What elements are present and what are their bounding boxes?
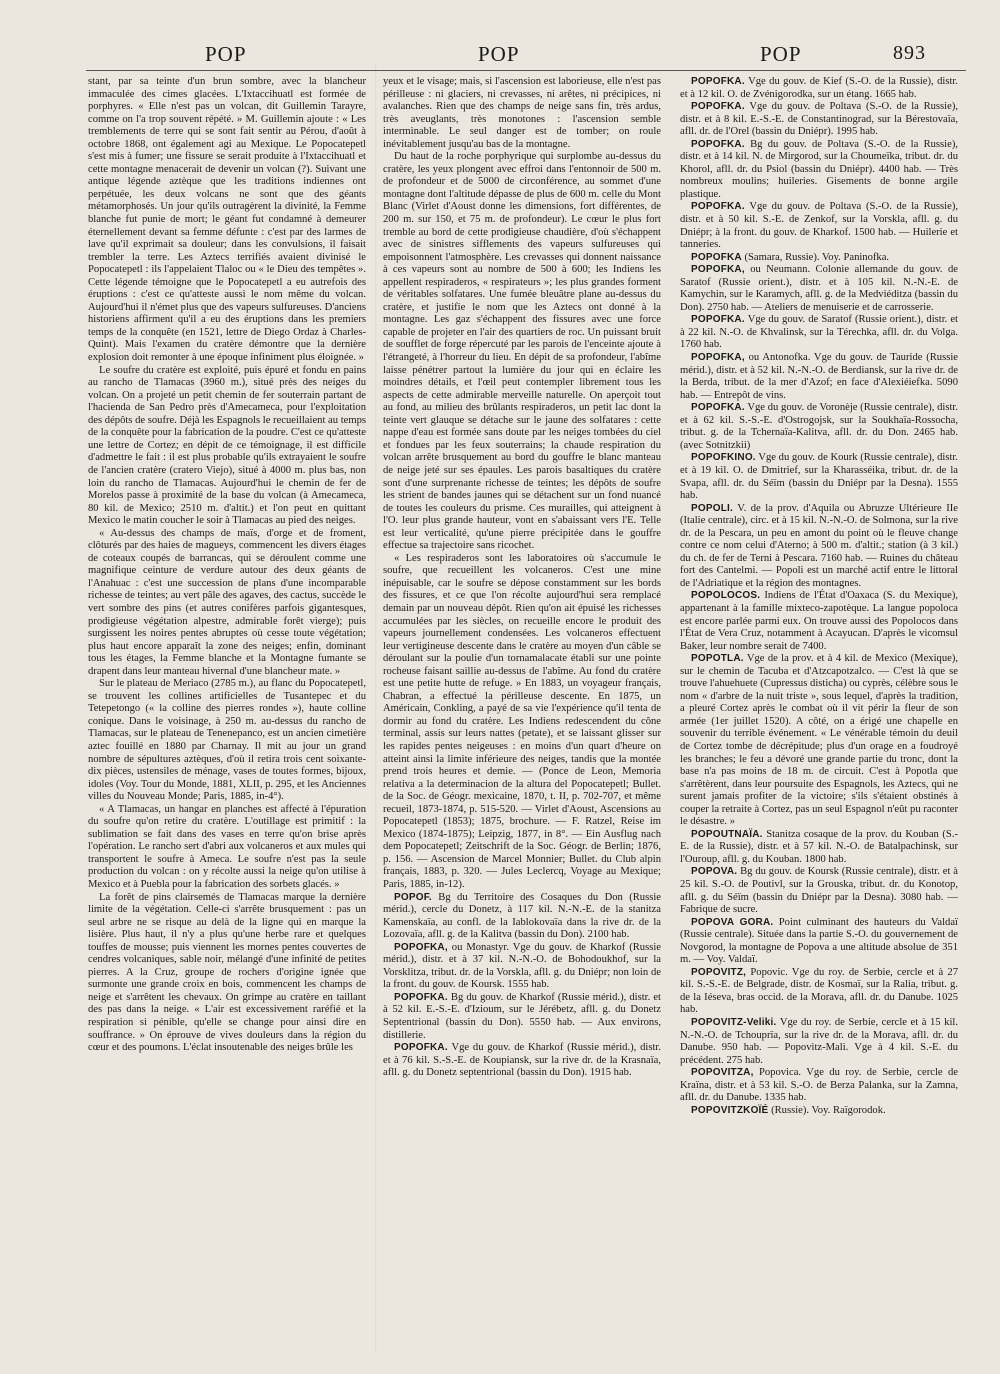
header-rule	[86, 70, 966, 71]
dictionary-entry	[680, 1017, 958, 1067]
dictionary-entry	[680, 314, 958, 352]
page-fold-shadow	[375, 64, 377, 1354]
entry-headword: POPOVITZ,	[691, 966, 747, 978]
dictionary-entry	[680, 866, 958, 916]
entry-text: Bg du gouv. de Kharkof (Russie mérid.), distr. et à 52 kil. E.-S.-E. d'Izioum, sur le Jérébetz, afll. g. du Donetz Septentrional (bassin du Don). 5550 hab. — Aux environs, distillerie.	[383, 991, 661, 1041]
dictionary-entry	[680, 452, 958, 502]
entry-text: Bg du gouv. de Poltava (S.-O. de la Russie), distr. et à 14 kil. N. de Mirgorod, sur la Choumeïka, tribut. dr. du Khorol, afll. dr. du Psiol (bassin du Dniépr). 4400 hab. — Très nombreux moulins; huileries. Gisements de bonne argile plastique.	[680, 138, 958, 200]
dictionary-entry	[680, 352, 958, 402]
entry-headword: POPOLI.	[691, 502, 733, 514]
entry-text: ou Neumann. Colonie allemande du gouv. de Saratof (Russie orient.), distr. et à 105 kil. N.-N.-E. de Kamychin, sur le Karamych, afll. g. de la Medviéditza (bassin du Don). 2750 hab. — Ateliers de menuiserie et de carrosserie.	[680, 264, 958, 313]
entry-text: Popovic. Vge du roy. de Serbie, cercle et à 27 kil. S.-S.-E. de Belgrade, distr. de Kosmaï, sur la Ralia, tribut. g. de la Iéseva, bras occid. de la Morava, afll. dr. du Danube. 1025 hab.	[680, 966, 958, 1016]
entry-headword: POPOLOCOS.	[691, 590, 761, 602]
entry-headword: POPOF.	[394, 891, 432, 903]
entry-text: Vge du gouv. de Kourk (Russie centrale), distr. et à 19 kil. O. de Dmitrief, sur la Kharasséika, tribut. dr. de la Svapa, afll. dr. du Séïm (bassin du Dniépr par la Desna). 1555 hab.	[680, 452, 958, 502]
entry-text: ou Monastyr. Vge du gouv. de Kharkof (Russie mérid.), distr. et à 37 kil. N.-N.-O. de Bohodoukhof, sur la Vorsklitza, tribut. dr. de la Vorskla, afll. g. du Dniépr; non loin de la front. du gouv. de Koursk. 1555 hab.	[383, 941, 661, 991]
entry-text: Popovica. Vge du roy. de Serbie, cercle de Kraïna, distr. et à 53 kil. S.-O. de Berza Palanka, sur la Zamna, afll. dr. du Danube. 1335 hab.	[680, 1067, 958, 1104]
entry-headword: POPOVA GORA.	[691, 916, 774, 928]
column-left	[88, 76, 366, 1055]
entry-headword: POPOFKA.	[691, 314, 745, 326]
entry-text: Vge du gouv. de Poltava (S.-O. de la Russie), distr. et à 50 kil. S.-E. de Zenkof, sur la Vorskla, afll. g. du Dniépr; à la front. du gouv. de Kharkof. 1500 hab. — Huilerie et tanneries.	[680, 201, 958, 251]
dictionary-entry	[680, 402, 958, 452]
entry-text: Stanitza cosaque de la prov. du Kouban (S.-E. de la Russie), distr. et à 57 kil. N.-O. de Batalpachinsk, sur l'Ouroup, afll. g. du Kouban. 1800 hab.	[680, 828, 958, 865]
entry-headword: POPOVITZ-Veliki.	[691, 1017, 777, 1029]
dictionary-entry	[383, 992, 661, 1042]
dictionary-entry	[680, 653, 958, 829]
dictionary-entry	[680, 1105, 958, 1118]
running-head-center: POP	[478, 42, 520, 66]
entry-text: (Samara, Russie). Voy. Paninofka.	[741, 251, 890, 263]
running-head-left: POP	[205, 42, 247, 66]
entry-text: Vge du gouv. de Kief (S.-O. de la Russie), distr. et à 12 kil. O. de Zvénigorodka, sur un étang. 1665 hab.	[680, 76, 958, 100]
entry-text: Bg du gouv. de Koursk (Russie centrale), distr. et à 25 kil. S.-O. de Poutivl, sur la Grouska, tribut. dr. du Konotop, afll. g. du Séïm (bassin du Dniépr par la Desna). 3080 hab. — Fabrique de sucre.	[680, 866, 958, 916]
paragraph: Le soufre du cratère est exploité, puis épuré et fondu en pains au rancho de Tlamacas (3960 m.), situé près des neiges du volcan. On a projeté un petit chemin de fer souterrain partant de l'hacienda de San Pedro près d'Amecameca, pour l'exploitation des dépôts de soufre. Déjà les Espagnols le recueillaient au temps de la conquête pour la fabrication de la poudre. C'est ce qu'atteste une lettre de Cortez; en dépit de ce témoignage, il est difficile d'admettre le fait : il est plus probable qu'ils extrayaient le soufre de l'ancien cratère (cratero Viejo), situé à 4000 m. plus bas, non loin du rancho de Tlamacas. Aujourd'hui le chemin de fer de Morelos passe à proximité de la base du volcan (à Amecameca, 80 kil. de Mexico; 2510 m. d'altit.) et l'on peut en quittant Mexico le matin coucher le soir à Tlamacas au pied des neiges.	[88, 364, 366, 527]
entry-headword: POPOFKA.	[394, 1042, 448, 1054]
entry-headword: POPOFKA.	[691, 138, 745, 150]
entry-headword: POPOFKA,	[691, 264, 745, 276]
entry-headword: POPOTLA.	[691, 653, 744, 665]
entry-headword: POPOFKA.	[691, 402, 745, 414]
paragraph: « Au-dessus des champs de maïs, d'orge et de froment, clôturés par des haies de magueys, commencent les divers étages de coteaux coupés de barrancas, qui se déroulent comme une magnifique ceinture de verdure autour des deux géants de l'Anahuac : c'est une succession de plans d'une incomparable richesse de teintes; au vert pâle des agaves, des cactus, succède le vert sombre des pins (et autres conifères parfois gigantesques, prodigieuse végétation alpestre, admirable forêt vierge); puis surgissent les noires pentes abruptes où cesse toute végétation; plus haut encore apparaît la zone des neiges; enfin, dominant tous les étages, la Femme blanche et la Montagne fumante se drapent dans leur manteau hivernal d'une blancheur mate. »	[88, 527, 366, 677]
paragraph: Sur le plateau de Meriaco (2785 m.), au flanc du Popocatepetl, se trouvent les collines artificielles de Tusantepec et du Tetepetongo (« la colline des pierres rondes »), haute colline conique. Dans le voisinage, à 250 m. au-dessus du rancho de Tlamacas, sur le plateau de Tenenepanco, est un ancien cimetière aztec fouillé en 1880 par Charnay. Il mit au jour un grand nombre de sépultures aztèques, d'où il retira trois cent soixante-dix pièces, ustensiles de ménage, vases de toutes formes, bijoux, idoles (Voy. Tour du Monde, 1881, XLII, p. 295, et les Anciennes villes du Nouveau Monde; Paris, 1885, in-4°).	[88, 678, 366, 803]
dictionary-entry	[680, 917, 958, 967]
paragraph: « Les respiraderos sont les laboratoires où s'accumule le soufre, que recueillent les volcaneros. C'est une mine inépuisable, car le soufre se dépose constamment sur les bords des fissures, et ce que l'on récolte aujourd'hui sera remplacé demain par un nouveau dépôt. Rien qu'on ait épuisé les richesses accumulées par les siècles, on recueille encore le produit des vapeurs journellement condensées. Les volcaneros effectuent leur vertigineuse descente dans le cratère au moyen d'un câble se déroulant sur la poulie d'un tornamalacate établi sur une pointe rocheuse faisant saillie au-dessus de l'abîme. Au fond du cratère est une petite hutte de refuge. » En 1883, un voyageur français, Chabran, a effectué la périlleuse descente. En 1875, un Américain, Conkling, a payé de sa vie l'expérience qu'il tenta de dormir au fond du cratère. Les Indiens redescendent du cône terminal, assis sur leurs nattes (petate), et se laissant glisser sur les rapides pentes neigeuses : en moins d'un quart d'heure on atteint ainsi la limite inférieure des neiges, tandis que la montée prend trois heures et demie. — (Ponce de Leon, Memoria relativa a la determinacion de la altura del Popocatepetl; Bullet. de la Soc. de Géogr. mexicaine, 1870, t. II, p. 702-707, et même recueil, 1873-1874, p. 515-520. — Virlet d'Aoust, Ascensions au Popocatepetl (1853); 1875, brochure. — F. Ratzel, Reise im Mexico (1874-1875); Leipzig, 1877, in 8°. — Ein Ausflug nach dem Popocatepetl; Zeitschrift de la Soc. Géogr. de Berlin; 1876, p. 156. — Ascension de Marcel Monnier; Bullet. du Club alpin français, 1883, p. 320. — Jules Leclercq, Voyage au Mexique; Paris, 1885, in-12).	[383, 552, 661, 890]
dictionary-entry	[383, 942, 661, 992]
dictionary-entry	[680, 76, 958, 101]
entry-headword: POPOVA.	[691, 866, 738, 878]
dictionary-entry	[383, 892, 661, 942]
dictionary-entry	[680, 264, 958, 314]
entry-text: Bg du Territoire des Cosaques du Don (Russie mérid.), cercle du Donetz, à 117 kil. N.-N.-E. de la stanitza Kamenskaïa, au confl. de la Iablokovaïa dans la rive dr. de la Lozovaïa, afll. g. de la Kalitva (bassin du Don). 2100 hab.	[383, 891, 661, 941]
entry-headword: POPOFKA.	[691, 101, 745, 113]
entry-headword: POPOFKINO.	[691, 452, 756, 464]
paragraph: « A Tlamacas, un hangar en planches est affecté à l'épuration du soufre qu'on retire du cratère. L'outillage est primitif : la sublimation se fait dans des vases en terre qu'on brise après l'opération. Le rancho sert d'abri aux volcaneros et aux mules qui transportent le soufre à Ameca. Le soufre n'est pas la seule production du volcan : on y récolte aussi la neige qu'on utilise à Mexico et à Puebla pour la fabrication des sorbets glacés. »	[88, 803, 366, 890]
entry-list	[383, 892, 661, 1080]
entry-headword: POPOFKA.	[691, 76, 745, 87]
dictionary-entry	[680, 1067, 958, 1105]
entry-text: Vge du gouv. de Saratof (Russie orient.), distr. et à 22 kil. N.-O. de Khvalinsk, sur la Térechka, afll. dr. du Volga. 1760 hab.	[680, 314, 958, 351]
paragraph: La forêt de pins clairsemés de Tlamacas marque la dernière limite de la végétation. Celle-ci s'arrête brusquement : pas un seul arbre ne se risque au delà de la ligne qui en marque la lisière. Plus haut, il n'y a plus qu'une herbe rare et quelques touffes de mousse; puis viennent les mornes pentes couvertes de cendres volcaniques, sable noir, mélangé d'une infinité de petites pierres. A la Cruz, groupe de rochers d'origine ignée que surmonte une grande croix en bois, commencent les champs de neige et s'arrêtent les chevaux. On grimpe au cratère en taillant des pas dans la neige. « L'air est excessivement raréfié et la respiration si pénible, qu'elle se change pour ainsi dire en souffrance. » On éprouve de vives douleurs dans la région du cœur et des poumons. L'éclat insoutenable des neiges brûle les	[88, 891, 366, 1054]
entry-text: (Russie). Voy. Raïgorodok.	[768, 1104, 886, 1116]
entry-headword: POPOUTNAÏA.	[691, 828, 763, 840]
entry-text: Vge du roy. de Serbie, cercle et à 15 kil. N.-N.-O. de Tchouprïa, sur la rive dr. de la Morava, afll. dr. du Danube. 950 hab. — Popovitz-Mali. Vge à 4 kil. S.-E. du précédent. 275 hab.	[680, 1017, 958, 1066]
paragraph: stant, par sa teinte d'un brun sombre, avec la blancheur immaculée des cimes glacées. L'Ixtaccihuatl est formée de porphyres. « Elle n'est pas un volcan, dit Guillemin Tarayre, comme on l'a trop souvent répété. » M. Guillemin ajoute : « Les tremblements de terre qui se sont fait sentir au Pérou, d'août à octobre 1868, ont également agi au Mexique. Le Popocatepetl s'est mis à fumer; une fissure se serait produite à l'Ixtaccihuatl et cette montagne menacerait de devenir un volcan (?). Suivant une antique légende aztèque que les traditions indiennes ont perpétuée, les deux volcans ne sont que des géants métamorphosés. Un jour qu'ils outragèrent la divinité, la Femme blanche fut punie de mort; le géant fut condamné à demeurer éternellement devant sa femme défunte : c'est par des larmes de lave qu'il exprimait sa douleur; dans les convulsions, il faisait trembler la terre. Les Aztecs terrifiés avaient divinisé le Popocatepetl : ils l'appelaient Tlaloc ou « le Dieu des tempêtes ». Cette légende témoigne que le Popocatepetl a eu autrefois des éruptions : c'est ce qu'atteste aussi le nom même du volcan. Aujourd'hui il n'émet plus que des vapeurs sulfureuses. D'anciens historiens affirment qu'il a eu des éruptions dans les premiers temps de la conquête (en 1521, lettre de Diego Ordaz à Charles-Quint). Mais l'examen du cratère démontre que la dernière explosion doit remonter à une époque infiniment plus éloignée. »	[88, 76, 366, 364]
entry-headword: POPOFKA.	[394, 991, 448, 1003]
entry-text: Indiens de l'État d'Oaxaca (S. du Mexique), appartenant à la famille mixteco-zapotèque. La langue popoloca est encore parlée parmi eux. On trouve aussi des Popolocos dans l'État de Vera Cruz, notamment à Acayucan. D'après le vicomsul Baker, leur nombre serait de 7400.	[680, 590, 958, 652]
entry-headword: POPOFKA.	[691, 201, 745, 213]
entry-headword: POPOFKA,	[394, 941, 448, 953]
dictionary-entry	[383, 1042, 661, 1080]
column-middle	[383, 76, 661, 1080]
entry-text: Vge de la prov. et à 4 kil. de Mexico (Mexique), sur le chemin de Tacuba et d'Atzcapotzalco. — C'est là que se trouve l'ahuehuete (Cupressus disticha) ou cyprès, célèbre sous le nom « d'arbre de la nuit triste », sous lequel, d'après la tradition, a pleuré Cortez après le combat où il vit périr la fleur de son armée (1er juillet 1520). A côté, on a érigé une chapelle en souvenir du terrible événement. « Le vénérable témoin du deuil de Cortez tombe de décrépitude; plus d'un orage en a foudroyé les branches; le feu a dévoré une grande partie du tronc, dont la base n'a pas moins de 18 m. de circuit. C'est à Popotla que s'arrêtèrent, dans leur poursuite des Espagnols, les Aztecs, qui ne surent jamais profiter de la victoire; s'ils s'étaient obstinés à couper la retraite à Cortez, pas un seul Espagnol n'eût pu raconter le désastre. »	[680, 653, 958, 828]
entry-headword: POPOFKA,	[691, 352, 745, 364]
column-right	[680, 76, 958, 1117]
paragraph: yeux et le visage; mais, si l'ascension est laborieuse, elle n'est pas périlleuse : ni glaciers, ni crevasses, ni arêtes, ni précipices, ni avalanches. Rien que des champs de neige sans fin, très ardus, très aveuglants, très monotones : l'ascension semble interminable. Le seul danger est de tomber; on roule inévitablement jusqu'au bas de la montagne.	[383, 76, 661, 150]
entry-headword: POPOVITZKOÏÉ	[691, 1104, 769, 1116]
page-number: 893	[893, 42, 926, 64]
dictionary-entry	[680, 503, 958, 591]
entry-text: Vge du gouv. de Kharkof (Russie mérid.), distr. et à 76 kil. S.-S.-E. de Koupiansk, sur la rive dr. de la Krasnaïa, afll. g. du Donetz septentrional (bassin du Don). 1915 hab.	[383, 1042, 661, 1079]
dictionary-entry	[680, 139, 958, 202]
dictionary-entry	[680, 829, 958, 867]
dictionary-entry	[680, 101, 958, 139]
entry-text: Point culminant des hauteurs du Valdaï (Russie centrale). Située dans la partie S.-O. du gouvernement de Novgorod, la montagne de Popova a une altitude absolue de 351 m. — Voy. Valdaï.	[680, 916, 958, 966]
entry-text: V. de la prov. d'Aquila ou Abruzze Ultérieure IIe (Italie centrale), circ. et à 15 kil. N.-N.-O. de Solmona, sur la rive dr. de la Pescara, un peu en amont du point où le fleuve change contre ce nom celui d'Aterno; à 500 m. d'altit.; station (à 3 kil.) du ch. de fer de Terni à Pescara. 7160 hab. — Ruines du château fort des Cantelmi. — Popoli est un marché actif entre le littoral de l'Adriatique et la région des montagnes.	[680, 502, 958, 589]
entry-text: Vge du gouv. de Poltava (S.-O. de la Russie), distr. et à 8 kil. E.-S.-E. de Constantinograd, sur la Bérestovaïa, afll. dr. de l'Orel (bassin du Dniépr). 1995 hab.	[680, 101, 958, 138]
entry-headword: POPOVITZA,	[691, 1067, 754, 1079]
paragraph: Du haut de la roche porphyrique qui surplombe au-dessus du cratère, les yeux plongent avec effroi dans l'entonnoir de 500 m. de profondeur et de 5000 de circonférence, au sommet d'une montagne dont l'altitude dépasse de plus de 600 m. celle du Mont Blanc (Virlet d'Aoust donne les dimensions, fort différentes, de 200 m. sur 150, et 75 m. de profondeur). Le cœur le plus fort tremble au bord de cette prodigieuse chaudière, d'où s'échappent avec de sinistres sifflements des vapeurs sulfureuses qui empoisonnent l'atmosphère. Les crevasses qui donnent naissance à ces vapeurs sont au nombre de 500 à 600; les Indiens les appellent respiraderos, « respirateurs »; les plus grandes forment de véritables solfatares. Une fumée bleuâtre plane au-dessus du cratère, et justifie le nom que les Aztecs ont donné à la montagne. Les gaz s'échappent des fissures avec une force capable de projeter en l'air des quartiers de roc. Un puissant bruit de soufflet de forge répercuté par les parois de l'enceinte ajoute à l'étrangeté, à l'horreur du lieu. En dépit de sa profondeur, l'abîme laisse pénétrer partout la lumière du jour qui en éclaire les moindres détails, et l'œil peut contempler librement tous les aspects de cette admirable merveille naturelle. On aperçoit tout au fond, au milieu des brûlants respiraderos, un petit lac dont la teinte vert glauque se détache sur le jaune des solfatares : cette nappe d'eau est formée sans doute par les neiges tombées du ciel et fondues par les feux souterrains; la chaude respiration du volcan arrête brusquement au bord du gouffre le blanc manteau de neige jeté sur ses épaules. Les parois basaltiques du cratère sont d'une surprenante richesse de teintes; les dépôts de soufre les strient de bandes jaunes qui se détachent sur un fond nuancé de toutes les couleurs du prisme. Ces murailles, qui atteignent à l'O. leur plus grande hauteur, vont en s'abaissant vers l'E. Telle est leur verticalité, qu'une pierre précipitée dans le gouffre effectue sa trajectoire sans ricochet.	[383, 151, 661, 552]
entry-text: ou Antonofka. Vge du gouv. de Tauride (Russie mérid.), distr. et à 52 kil. N.-N.-O. de Berdiansk, sur la rive dr. de la Berda, tribut. de la mer d'Azof; en face d'Alexiéiefka. 5090 hab. — Entrepôt de vins.	[680, 352, 958, 401]
dictionary-entry	[680, 252, 958, 265]
running-head-right: POP	[760, 42, 802, 66]
dictionary-entry	[680, 967, 958, 1017]
dictionary-entry	[680, 201, 958, 251]
entry-list	[680, 76, 958, 1117]
dictionary-entry	[680, 590, 958, 653]
entry-text: Vge du gouv. de Voronèje (Russie centrale), distr. et à 62 kil. S.-S.-E. d'Ostrogojsk, sur la Soukhaïa-Rossocha, tribut. g. de la Tchernaïa-Kalitva, afll. dr. du Don. 2465 hab. (avec Sotnitzkii)	[680, 402, 958, 451]
entry-headword: POPOFKA	[691, 251, 742, 263]
